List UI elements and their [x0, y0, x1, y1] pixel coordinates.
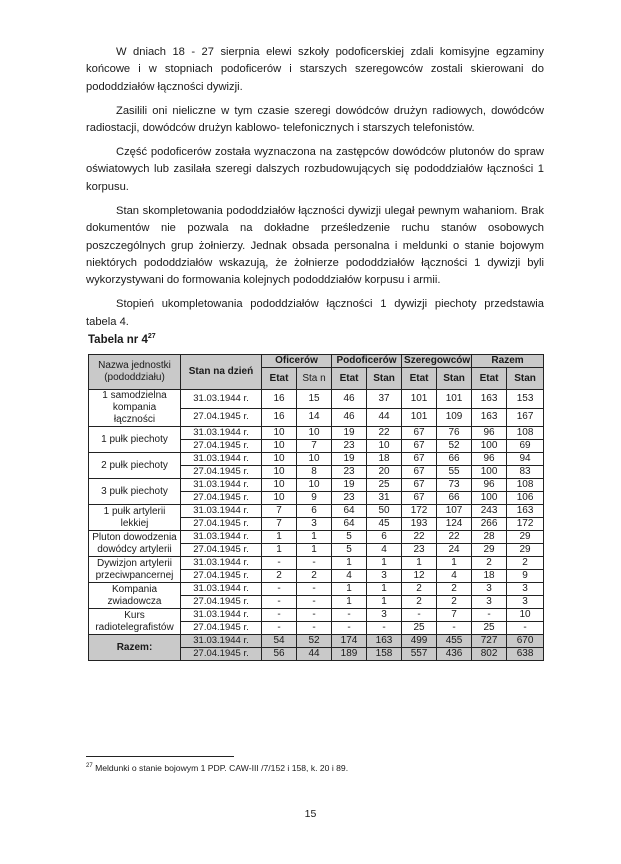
value-cell: 46 [332, 408, 367, 427]
value-cell: 25 [472, 622, 507, 635]
value-cell: 45 [367, 518, 402, 531]
value-cell: - [332, 622, 367, 635]
value-cell: 3 [472, 583, 507, 596]
value-cell: 2 [402, 596, 437, 609]
table-total-row [89, 635, 544, 648]
value-cell: - [297, 622, 332, 635]
header-sub: Sta n [297, 368, 332, 390]
value-cell: 167 [507, 408, 544, 427]
value-cell: 3 [297, 518, 332, 531]
header-group: Razem [472, 355, 544, 368]
paragraph: Stopień ukompletowania pododdziałów łączności 1 dywizji piechoty przedstawia tabela 4. [86, 298, 544, 328]
value-cell: 19 [332, 479, 367, 492]
value-cell: 16 [262, 390, 297, 409]
header-group: Oficerów [262, 355, 332, 368]
value-cell: 15 [297, 390, 332, 409]
value-cell: 10 [262, 453, 297, 466]
value-cell: 67 [402, 492, 437, 505]
header-sub: Etat [402, 368, 437, 390]
value-cell: 7 [262, 505, 297, 518]
value-cell: 52 [297, 635, 332, 648]
value-cell: 266 [472, 518, 507, 531]
table-row [89, 427, 544, 440]
value-cell: 4 [367, 544, 402, 557]
header-sub: Stan [507, 368, 544, 390]
footnote-number: 27 [86, 763, 93, 770]
header-sub: Stan [437, 368, 472, 390]
value-cell: 670 [507, 635, 544, 648]
table-title-text: Tabela nr 4 [88, 333, 148, 346]
paragraph: Stan skompletowania pododdziałów łączności dywizji ulegał pewnym wahaniom. Brak dokumentów nie pozwala na dokładne prześledzenie ruchu stanów osobowych poszczególnych grup żołnierzy. Jednak obsada personalna i meldunki o stanie bojowym niektórych pododdziałów wskazują, że żołnierze pododdziałów łączności 1 dywizji byli wykorzystywani do formowania kolejnych pododdziałów korpusu i armii. [86, 204, 544, 287]
value-cell: 22 [367, 427, 402, 440]
value-cell: - [332, 609, 367, 622]
value-cell: - [437, 622, 472, 635]
date-cell: 31.03.1944 r. [181, 635, 262, 648]
value-cell: 436 [437, 648, 472, 661]
value-cell: - [367, 622, 402, 635]
table-body [89, 390, 544, 661]
value-cell: 76 [437, 427, 472, 440]
value-cell: 55 [437, 466, 472, 479]
value-cell: 5 [332, 544, 367, 557]
value-cell: 23 [402, 544, 437, 557]
value-cell: 3 [507, 596, 544, 609]
value-cell: - [297, 596, 332, 609]
paragraph: W dniach 18 - 27 sierpnia elewi szkoły podoficerskiej zdali komisyjne egzaminy końcowe i w stopniach podoficerów i starszych szeregowców zostali skierowani do pododdziałów łączności dywizji. [86, 46, 544, 93]
value-cell: 19 [332, 453, 367, 466]
table-header-row [89, 355, 544, 368]
value-cell: - [262, 609, 297, 622]
value-cell: 44 [367, 408, 402, 427]
table-row [89, 531, 544, 544]
value-cell: 109 [437, 408, 472, 427]
value-cell: 67 [402, 479, 437, 492]
value-cell: 66 [437, 453, 472, 466]
table-row [89, 390, 544, 409]
value-cell: 2 [472, 557, 507, 570]
table-row [89, 505, 544, 518]
page-number: 15 [304, 808, 317, 820]
header-sub: Stan [367, 368, 402, 390]
value-cell: 66 [437, 492, 472, 505]
value-cell: 100 [472, 466, 507, 479]
value-cell: 29 [507, 531, 544, 544]
value-cell: 94 [507, 453, 544, 466]
value-cell: 22 [437, 531, 472, 544]
value-cell: 163 [472, 390, 507, 409]
value-cell: 100 [472, 440, 507, 453]
unit-name: 2 pułk piechoty [89, 453, 181, 479]
value-cell: 22 [402, 531, 437, 544]
value-cell: 50 [367, 505, 402, 518]
value-cell: 29 [472, 544, 507, 557]
value-cell: 37 [367, 390, 402, 409]
value-cell: - [262, 596, 297, 609]
value-cell: 1 [262, 544, 297, 557]
value-cell: 18 [367, 453, 402, 466]
date-cell: 27.04.1945 r. [181, 570, 262, 583]
value-cell: 54 [262, 635, 297, 648]
value-cell: 1 [332, 557, 367, 570]
date-cell: 27.04.1945 r. [181, 518, 262, 531]
date-cell: 27.04.1945 r. [181, 440, 262, 453]
unit-name: Pluton dowodzenia dowódcy artylerii [89, 531, 181, 557]
value-cell: 2 [297, 570, 332, 583]
value-cell: 163 [507, 505, 544, 518]
date-cell: 31.03.1944 r. [181, 583, 262, 596]
unit-name: 1 pułk piechoty [89, 427, 181, 453]
value-cell: 1 [332, 583, 367, 596]
footnote-divider [86, 756, 234, 757]
footnote-ref: 27 [147, 333, 156, 340]
unit-name: Kompania zwiadowcza [89, 583, 181, 609]
value-cell: 163 [472, 408, 507, 427]
value-cell: 2 [437, 596, 472, 609]
value-cell: 163 [367, 635, 402, 648]
value-cell: 10 [507, 609, 544, 622]
value-cell: 96 [472, 479, 507, 492]
value-cell: 153 [507, 390, 544, 409]
value-cell: 455 [437, 635, 472, 648]
value-cell: 124 [437, 518, 472, 531]
value-cell: 9 [297, 492, 332, 505]
date-cell: 31.03.1944 r. [181, 390, 262, 409]
value-cell: 193 [402, 518, 437, 531]
value-cell: 499 [402, 635, 437, 648]
unit-name: 1 samodzielna kompania łączności [89, 390, 181, 427]
value-cell: 10 [367, 440, 402, 453]
value-cell: 106 [507, 492, 544, 505]
value-cell: 6 [367, 531, 402, 544]
table-row [89, 609, 544, 622]
value-cell: 5 [332, 531, 367, 544]
unit-name: Kurs radiotelegrafistów [89, 609, 181, 635]
date-cell: 27.04.1945 r. [181, 544, 262, 557]
table-row [89, 453, 544, 466]
header-sub: Etat [472, 368, 507, 390]
value-cell: 158 [367, 648, 402, 661]
value-cell: 56 [262, 648, 297, 661]
value-cell: - [262, 583, 297, 596]
footnote-text: Meldunki o stanie bojowym 1 PDP. CAW-III /7/152 i 158, k. 20 i 89. [95, 763, 349, 773]
value-cell: 10 [262, 479, 297, 492]
value-cell: 2 [507, 557, 544, 570]
value-cell: 67 [402, 466, 437, 479]
value-cell: 24 [437, 544, 472, 557]
value-cell: 9 [507, 570, 544, 583]
table-row [89, 479, 544, 492]
date-cell: 27.04.1945 r. [181, 622, 262, 635]
value-cell: 12 [402, 570, 437, 583]
header-date: Stan na dzień [181, 355, 262, 390]
value-cell: 10 [297, 427, 332, 440]
value-cell: 83 [507, 466, 544, 479]
value-cell: - [262, 622, 297, 635]
value-cell: 172 [402, 505, 437, 518]
value-cell: 10 [297, 479, 332, 492]
value-cell: - [297, 557, 332, 570]
value-cell: 243 [472, 505, 507, 518]
date-cell: 31.03.1944 r. [181, 505, 262, 518]
value-cell: - [507, 622, 544, 635]
date-cell: 31.03.1944 r. [181, 609, 262, 622]
value-cell: 1 [367, 557, 402, 570]
unit-name: Dywizjon artylerii przeciwpancernej [89, 557, 181, 583]
date-cell: 31.03.1944 r. [181, 427, 262, 440]
table-row [89, 583, 544, 596]
value-cell: 10 [262, 492, 297, 505]
unit-name: 1 pułk artylerii lekkiej [89, 505, 181, 531]
value-cell: 23 [332, 492, 367, 505]
value-cell: 557 [402, 648, 437, 661]
value-cell: 4 [437, 570, 472, 583]
value-cell: 3 [472, 596, 507, 609]
date-cell: 31.03.1944 r. [181, 479, 262, 492]
date-cell: 27.04.1945 r. [181, 492, 262, 505]
value-cell: 108 [507, 479, 544, 492]
value-cell: 7 [262, 518, 297, 531]
value-cell: 3 [367, 570, 402, 583]
date-cell: 27.04.1945 r. [181, 648, 262, 661]
value-cell: 18 [472, 570, 507, 583]
value-cell: 10 [262, 466, 297, 479]
value-cell: 1 [437, 557, 472, 570]
date-cell: 27.04.1945 r. [181, 408, 262, 427]
value-cell: 10 [262, 440, 297, 453]
value-cell: 1 [367, 583, 402, 596]
value-cell: 20 [367, 466, 402, 479]
value-cell: - [262, 557, 297, 570]
value-cell: 101 [402, 390, 437, 409]
unit-name: 3 pułk piechoty [89, 479, 181, 505]
header-group: Szeregowców [402, 355, 472, 368]
value-cell: 8 [297, 466, 332, 479]
value-cell: 638 [507, 648, 544, 661]
value-cell: 172 [507, 518, 544, 531]
value-cell: 10 [297, 453, 332, 466]
value-cell: 2 [437, 583, 472, 596]
value-cell: 2 [402, 583, 437, 596]
value-cell: 23 [332, 466, 367, 479]
value-cell: 16 [262, 408, 297, 427]
value-cell: 67 [402, 440, 437, 453]
value-cell: 3 [507, 583, 544, 596]
value-cell: 96 [472, 453, 507, 466]
date-cell: 31.03.1944 r. [181, 557, 262, 570]
value-cell: 69 [507, 440, 544, 453]
value-cell: 1 [297, 531, 332, 544]
value-cell: 67 [402, 427, 437, 440]
date-cell: 27.04.1945 r. [181, 596, 262, 609]
value-cell: 67 [402, 453, 437, 466]
table-row [89, 557, 544, 570]
value-cell: 1 [402, 557, 437, 570]
value-cell: 14 [297, 408, 332, 427]
value-cell: 52 [437, 440, 472, 453]
data-table [88, 354, 544, 661]
value-cell: 101 [437, 390, 472, 409]
value-cell: 64 [332, 505, 367, 518]
value-cell: 2 [262, 570, 297, 583]
header-group: Podoficerów [332, 355, 402, 368]
value-cell: 25 [367, 479, 402, 492]
value-cell: 727 [472, 635, 507, 648]
value-cell: 1 [332, 596, 367, 609]
footnote [86, 763, 348, 773]
value-cell: 96 [472, 427, 507, 440]
value-cell: - [402, 609, 437, 622]
value-cell: 19 [332, 427, 367, 440]
value-cell: 189 [332, 648, 367, 661]
date-cell: 27.04.1945 r. [181, 466, 262, 479]
header-sub: Etat [262, 368, 297, 390]
value-cell: 10 [262, 427, 297, 440]
value-cell: 1 [262, 531, 297, 544]
value-cell: 46 [332, 390, 367, 409]
value-cell: - [297, 609, 332, 622]
header-unit: Nazwa jednostki (pododdziału) [89, 355, 181, 390]
value-cell: 73 [437, 479, 472, 492]
header-sub: Etat [332, 368, 367, 390]
body-text [86, 44, 544, 331]
value-cell: 3 [367, 609, 402, 622]
table-title [88, 333, 156, 346]
value-cell: 1 [297, 544, 332, 557]
value-cell: 44 [297, 648, 332, 661]
value-cell: 7 [437, 609, 472, 622]
value-cell: 802 [472, 648, 507, 661]
date-cell: 31.03.1944 r. [181, 531, 262, 544]
value-cell: 107 [437, 505, 472, 518]
value-cell: - [297, 583, 332, 596]
value-cell: 108 [507, 427, 544, 440]
value-cell: 25 [402, 622, 437, 635]
value-cell: 100 [472, 492, 507, 505]
value-cell: 174 [332, 635, 367, 648]
value-cell: 64 [332, 518, 367, 531]
value-cell: 1 [367, 596, 402, 609]
total-label: Razem: [89, 635, 181, 661]
value-cell: 4 [332, 570, 367, 583]
value-cell: - [472, 609, 507, 622]
value-cell: 7 [297, 440, 332, 453]
paragraph: Zasilili oni nieliczne w tym czasie szeregi dowódców drużyn radiowych, dowódców radiostacji, dowódców drużyn kablowo- telefonicznych i starszych telefonistów. [86, 104, 544, 135]
value-cell: 23 [332, 440, 367, 453]
value-cell: 29 [507, 544, 544, 557]
date-cell: 31.03.1944 r. [181, 453, 262, 466]
value-cell: 28 [472, 531, 507, 544]
value-cell: 101 [402, 408, 437, 427]
paragraph: Część podoficerów została wyznaczona na zastępców dowódców plutonów do spraw oświatowych lub zasilała szeregi dalszych rozbudowujących się pododdziałów łączności 1 korpusu. [86, 146, 544, 193]
value-cell: 31 [367, 492, 402, 505]
value-cell: 6 [297, 505, 332, 518]
table-container [88, 354, 543, 661]
